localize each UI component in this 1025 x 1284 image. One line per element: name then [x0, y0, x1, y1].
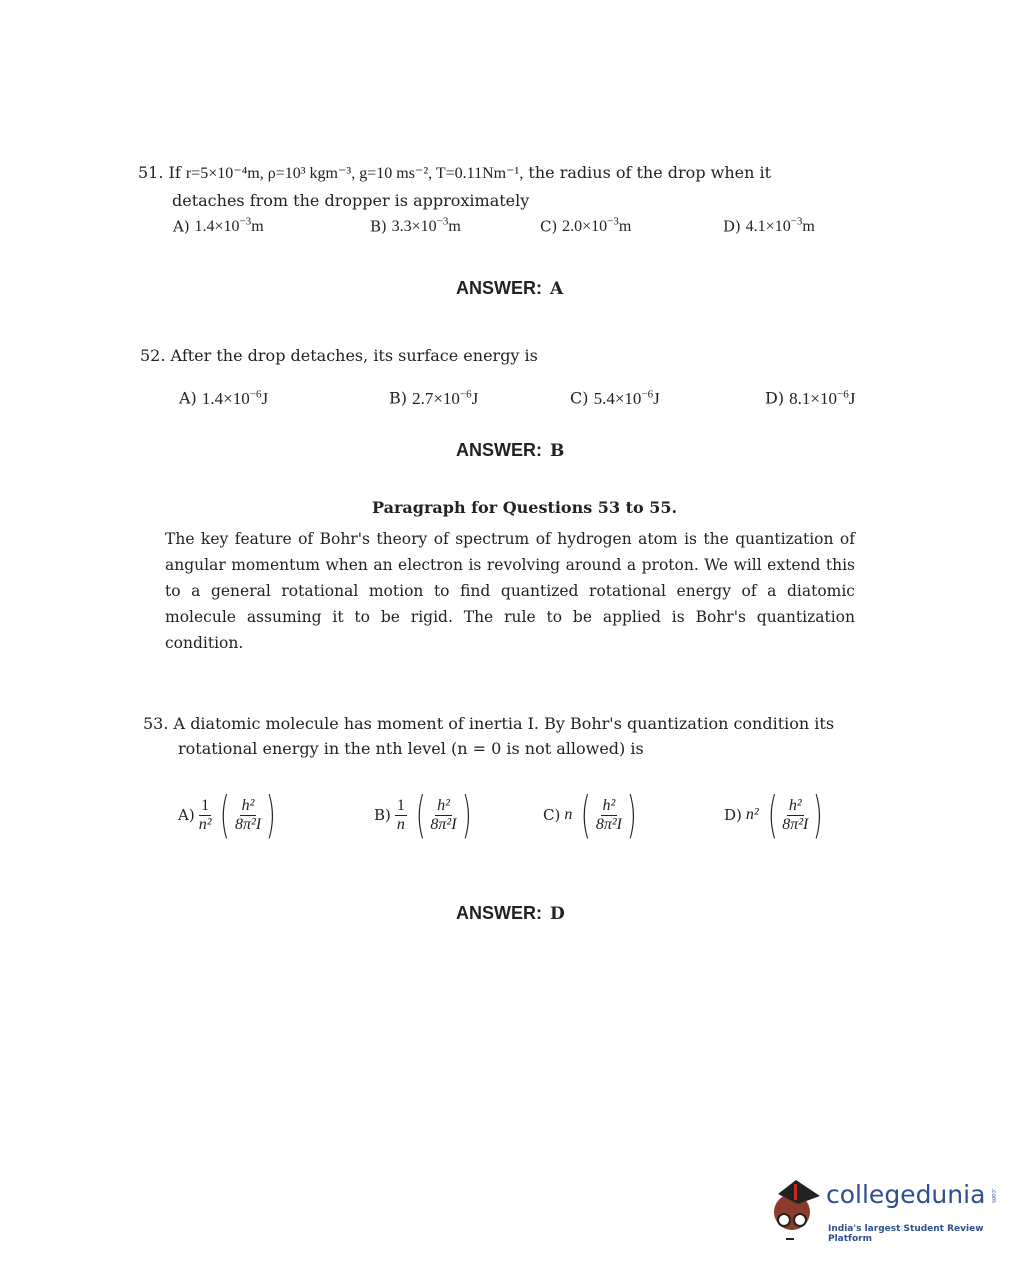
- q51-suffix: the radius of the drop when it: [528, 163, 772, 182]
- answer-letter: D: [550, 904, 565, 924]
- option-exponent: −6: [459, 388, 472, 400]
- option-a: [178, 786, 281, 844]
- option-d: [765, 388, 855, 409]
- parenthesized-term: ( $\frac{\text{h²}}{\text{8π²I}}$ ): [767, 786, 823, 844]
- parenthesized-term: ( $\frac{\text{h²}}{\text{8π²I}}$ ): [415, 786, 472, 844]
- coef-numerator: 1: [396, 796, 405, 814]
- option-label: B): [389, 388, 407, 408]
- coef-numerator: 1: [201, 796, 210, 814]
- answer-letter: B: [550, 441, 565, 461]
- question-number: 52.: [140, 346, 166, 365]
- option-exponent: −3: [239, 216, 252, 228]
- option-label: D): [723, 217, 741, 236]
- logo-suffix: .com: [989, 1188, 997, 1203]
- coefficient-fraction: [199, 797, 212, 834]
- option-label: C): [570, 388, 589, 408]
- q52-answer: [456, 440, 564, 461]
- option-value: 1.4×10: [194, 218, 240, 236]
- option-unit: J: [653, 388, 660, 408]
- option-exponent: −3: [790, 216, 803, 228]
- q53-text: A diatomic molecule has moment of inertia I. By Bohr's quantization condition its: [173, 714, 835, 733]
- answer-label: ANSWER:: [456, 440, 542, 460]
- coef-denominator: n²: [198, 815, 212, 833]
- inner-denominator: 8π²I: [235, 815, 262, 833]
- coefficient: n: [564, 806, 573, 823]
- inner-numerator: h²: [437, 796, 450, 814]
- option-exponent: −6: [837, 388, 849, 400]
- answer-label: ANSWER:: [456, 903, 542, 923]
- mascot-icon: [768, 1176, 824, 1246]
- option-unit: m: [448, 218, 461, 236]
- parenthesized-term: ( $\frac{\text{h²}}{\text{8π²I}}$ ): [581, 786, 637, 844]
- option-b: [389, 388, 478, 409]
- option-value: 3.3×10: [391, 218, 437, 236]
- inner-numerator: h²: [241, 796, 255, 814]
- option-b: [370, 216, 461, 236]
- option-c: [570, 388, 660, 409]
- option-d: [723, 216, 815, 236]
- option-label: B): [370, 217, 387, 236]
- option-a: [173, 216, 264, 236]
- q53-line2: rotational energy in the nth level (n = 0 is not allowed) is: [178, 739, 644, 758]
- option-unit: m: [618, 218, 632, 236]
- option-exponent: −3: [607, 216, 619, 228]
- inner-denominator: 8π²I: [595, 815, 622, 833]
- logo-tagline: India's largest Student Review Platform: [828, 1224, 984, 1244]
- q52-line1: [140, 346, 538, 365]
- option-value: 1.4×10: [201, 388, 250, 408]
- logo-wordmark: collegedunia: [826, 1180, 986, 1209]
- option-label: A): [178, 806, 195, 824]
- option-label: A): [173, 217, 190, 236]
- parenthesized-term: ( $\frac{\text{h²}}{\text{8π²I}}$ ): [220, 786, 276, 844]
- q51-line2: detaches from the dropper is approximately: [172, 191, 530, 210]
- collegedunia-logo: [768, 1176, 998, 1246]
- question-number: 53.: [143, 714, 169, 733]
- q51-prefix: If: [168, 163, 181, 182]
- coefficient-fraction: [395, 797, 407, 834]
- coefficient: n²: [745, 806, 759, 823]
- option-unit: J: [848, 388, 856, 408]
- option-d: [724, 786, 828, 844]
- option-value: 4.1×10: [745, 218, 791, 236]
- option-value: 2.7×10: [412, 388, 460, 408]
- option-c: [543, 786, 642, 844]
- option-label: B): [374, 806, 391, 824]
- coef-denominator: n: [396, 815, 405, 833]
- option-exponent: −6: [641, 388, 654, 400]
- option-c: [540, 216, 631, 236]
- answer-letter: A: [550, 279, 564, 299]
- option-unit: m: [251, 218, 264, 236]
- q53-answer: [456, 903, 565, 924]
- option-exponent: −3: [436, 216, 449, 228]
- q53-line1: [143, 714, 834, 733]
- option-b: [374, 786, 476, 844]
- option-unit: m: [802, 218, 815, 236]
- option-value: 5.4×10: [593, 388, 642, 408]
- q51-answer: [456, 278, 563, 299]
- inner-denominator: 8π²I: [782, 815, 809, 833]
- option-label: D): [724, 806, 742, 824]
- option-exponent: −6: [249, 388, 262, 400]
- paragraph-title: Paragraph for Questions 53 to 55.: [372, 498, 678, 517]
- question-number: 51.: [138, 163, 164, 182]
- answer-label: ANSWER:: [456, 278, 542, 298]
- option-label: C): [543, 806, 561, 824]
- inner-numerator: h²: [602, 796, 616, 814]
- inner-numerator: h²: [788, 796, 802, 814]
- option-value: 8.1×10: [789, 388, 838, 408]
- inner-denominator: 8π²I: [430, 815, 457, 833]
- option-value: 2.0×10: [562, 218, 608, 236]
- option-unit: J: [261, 388, 269, 408]
- option-unit: J: [471, 388, 479, 408]
- option-label: A): [179, 388, 197, 408]
- q51-given-values: r=5×10⁻⁴m, ρ=10³ kgm⁻³, g=10 ms⁻², T=0.11Nm⁻¹,: [185, 165, 524, 182]
- q52-text: After the drop detaches, its surface energy is: [170, 346, 538, 365]
- option-label: D): [765, 388, 785, 408]
- option-label: C): [540, 217, 558, 236]
- paragraph-body: The key feature of Bohr's theory of spectrum of hydrogen atom is the quantization of angular momentum when an electron is revolving around a proton. We will extend this to a general rotational motion to find quantized rotational energy of a diatomic molecule assuming it to be rigid. The rule to be applied is Bohr's quantization condition.: [165, 530, 855, 652]
- q51-line1: [138, 163, 771, 183]
- option-a: [179, 388, 268, 409]
